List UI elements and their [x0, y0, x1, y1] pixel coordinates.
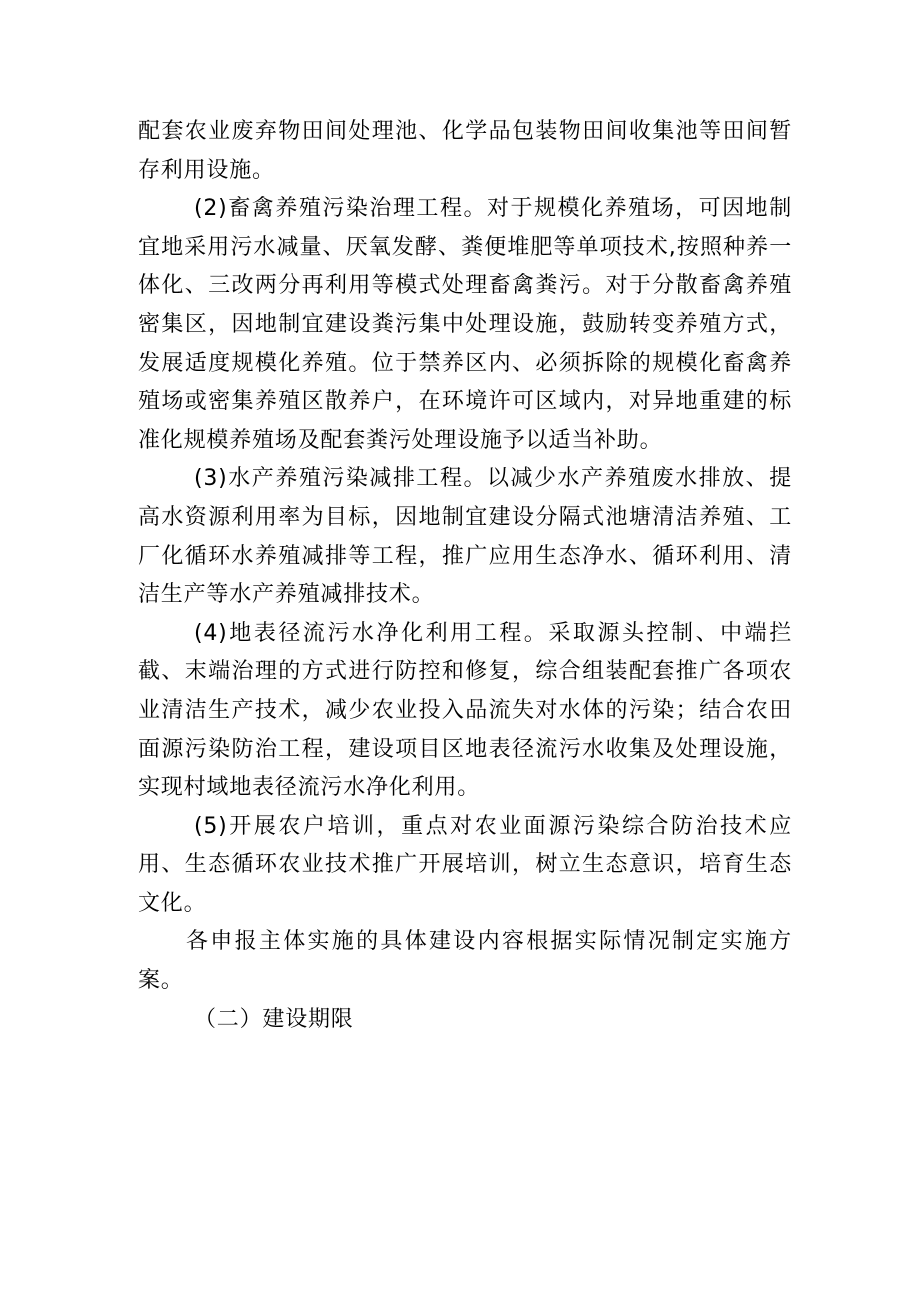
document-body — [138, 113, 792, 1039]
paragraph-livestock-pollution: (2)畜禽养殖污染治理工程。对于规模化养殖场，可因地制宜地采用污水减量、厌氧发酵、粪便堆肥等单项技术,按照种养一体化、三改两分再利用等模式处理畜禽粪污。对于分散畜禽养殖密集区，因地制宜建设粪污集中处理设施，鼓励转变养殖方式，发展适度规模化养殖。位于禁养区内、必须拆除的规模化畜禽养殖场或密集养殖区散养户，在环境许可区域内，对异地重建的标准化规模养殖场及配套粪污处理设施予以适当补助。 — [138, 196, 792, 453]
paragraph-runoff-purification: (4)地表径流污水净化利用工程。采取源头控制、中端拦截、末端治理的方式进行防控和修复，综合组装配套推广各项农业清洁生产技术，减少农业投入品流失对水体的污染；结合农田面源污染防治工程，建设项目区地表径流污水收集及处理设施，实现村域地表径流污水净化利用。 — [138, 620, 792, 801]
paragraph-implementation-plan: 各申报主体实施的具体建设内容根据实际情况制定实施方案。 — [138, 929, 792, 994]
paragraph-continuation: 配套农业废弃物田间处理池、化学品包装物田间收集池等田间暂存利用设施。 — [138, 119, 792, 183]
paragraph-aquaculture-pollution: (3)水产养殖污染减排工程。以减少水产养殖废水排放、提高水资源利用率为目标，因地制宜建设分隔式池塘清洁养殖、工厂化循环水养殖减排等工程，推广应用生态净水、循环利用、清洁生产等水产养殖减排技术。 — [138, 466, 792, 608]
paragraph-farmer-training: (5)开展农户培训，重点对农业面源污染综合防治技术应用、生态循环农业技术推广开展培训，树立生态意识，培育生态文化。 — [138, 813, 792, 916]
section-heading-construction-period: （二）建设期限 — [194, 1006, 354, 1032]
